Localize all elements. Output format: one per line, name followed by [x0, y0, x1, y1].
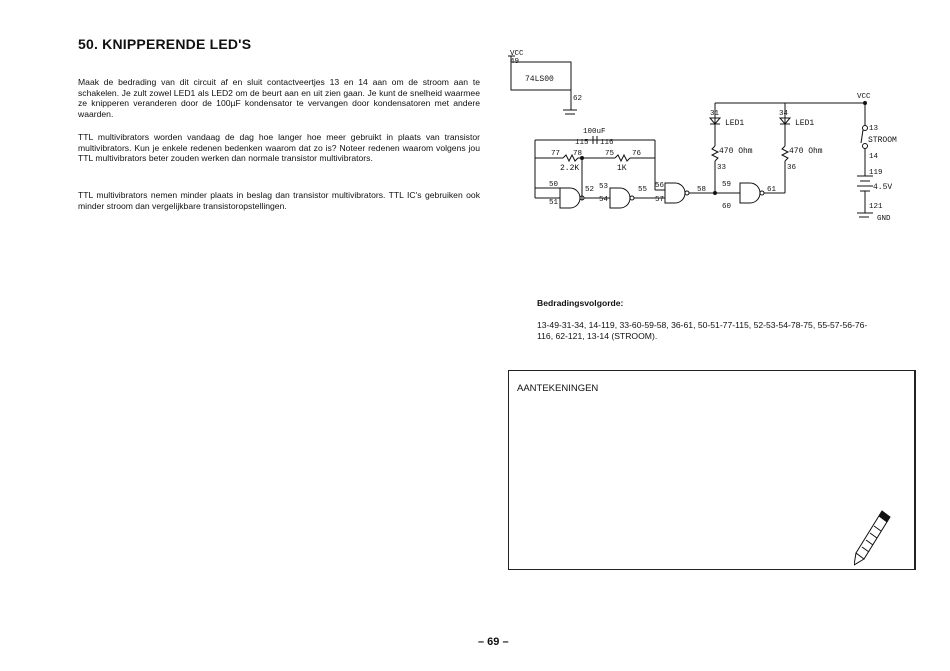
pencil-icon [854, 507, 894, 567]
vcc-left-label: VCC [510, 50, 524, 58]
pin-13-label: 13 [869, 125, 879, 133]
chip-label: 74LS00 [525, 75, 554, 84]
pin-115-label: 115 [575, 139, 589, 147]
pin-116-label: 116 [600, 139, 614, 147]
resistor-2-label: 1K [617, 164, 627, 173]
vcc-right-label: VCC [857, 93, 871, 101]
pin-78-label: 78 [573, 150, 583, 158]
pin-31-label: 31 [710, 110, 720, 118]
pin-58-label: 58 [697, 186, 707, 194]
wiring-sequence: 13-49-31-34, 14-119, 33-60-59-58, 36-61, 50-51-77-115, 52-53-54-78-75, 55-57-56-76-116, 62-121, 13-14 (STROOM). [537, 320, 868, 341]
pin-36-label: 36 [787, 164, 797, 172]
pin-62-label: 62 [573, 95, 583, 103]
capacitor-label: 100uF [583, 128, 606, 136]
pin-56-label: 56 [655, 182, 665, 190]
notes-box[interactable] [508, 370, 916, 570]
pin-121-label: 121 [869, 203, 883, 211]
question-paragraph: TTL multivibrators worden vandaag de dag hoe langer hoe meer gebruikt in plaats van transistor multivibrators. Kun je enkele redenen bedenken waarom dat zo is? Noteer redenen waarom volgens jou TTL multivibrators beter zouden werken dan normale transistor multivibrators. [78, 132, 480, 164]
led-2-label: LED1 [795, 119, 815, 128]
pin-49-label: 49 [510, 58, 520, 66]
pin-77-label: 77 [551, 150, 561, 158]
pin-33-label: 33 [717, 164, 727, 172]
wiring-title: Bedradingsvolgorde: [537, 298, 624, 308]
answer-paragraph: TTL multivibrators nemen minder plaats in beslag dan transistor multivibrators. TTL IC's gebruiken ook minder stroom dan vergelijkbare transistoropstellingen. [78, 190, 480, 211]
pin-50-label: 50 [549, 181, 559, 189]
led-1-label: LED1 [725, 119, 745, 128]
pin-59-label: 59 [722, 181, 732, 189]
pin-34-label: 34 [779, 110, 789, 118]
pin-57-label: 57 [655, 196, 665, 204]
resistor-3-label: 470 Ohm [719, 147, 753, 156]
pin-53-label: 53 [599, 183, 609, 191]
pin-52-label: 52 [585, 186, 595, 194]
pin-55-label: 55 [638, 186, 648, 194]
notes-label: AANTEKENINGEN [517, 383, 599, 394]
pin-76-label: 76 [632, 150, 642, 158]
pin-14-label: 14 [869, 153, 879, 161]
pin-119-label: 119 [869, 169, 883, 177]
instruction-paragraph: Maak de bedrading van dit circuit af en sluit contactveertjes 13 en 14 aan om de stroom aan te schakelen. Je zult zowel LED1 als LED2 om de beurt aan en uit zien gaan. Je kunt de snelheid waarmee ze knipperen veranderen door de 100µF kondensator te vervangen door kondensatoren met andere waarden. [78, 77, 480, 119]
switch-label: STROOM [868, 136, 897, 145]
resistor-1-label: 2.2K [560, 164, 580, 173]
pin-51-label: 51 [549, 199, 559, 207]
circuit-diagram [505, 48, 925, 233]
resistor-4-label: 470 Ohm [789, 147, 823, 156]
pin-75-label: 75 [605, 150, 615, 158]
pin-61-label: 61 [767, 186, 777, 194]
page-title: 50. KNIPPERENDE LED'S [78, 36, 252, 52]
page-number: – 69 – [478, 636, 509, 648]
pin-54-label: 54 [599, 196, 609, 204]
pin-60-label: 60 [722, 203, 732, 211]
battery-label: 4.5V [873, 183, 893, 192]
gnd-label: GND [877, 215, 891, 223]
